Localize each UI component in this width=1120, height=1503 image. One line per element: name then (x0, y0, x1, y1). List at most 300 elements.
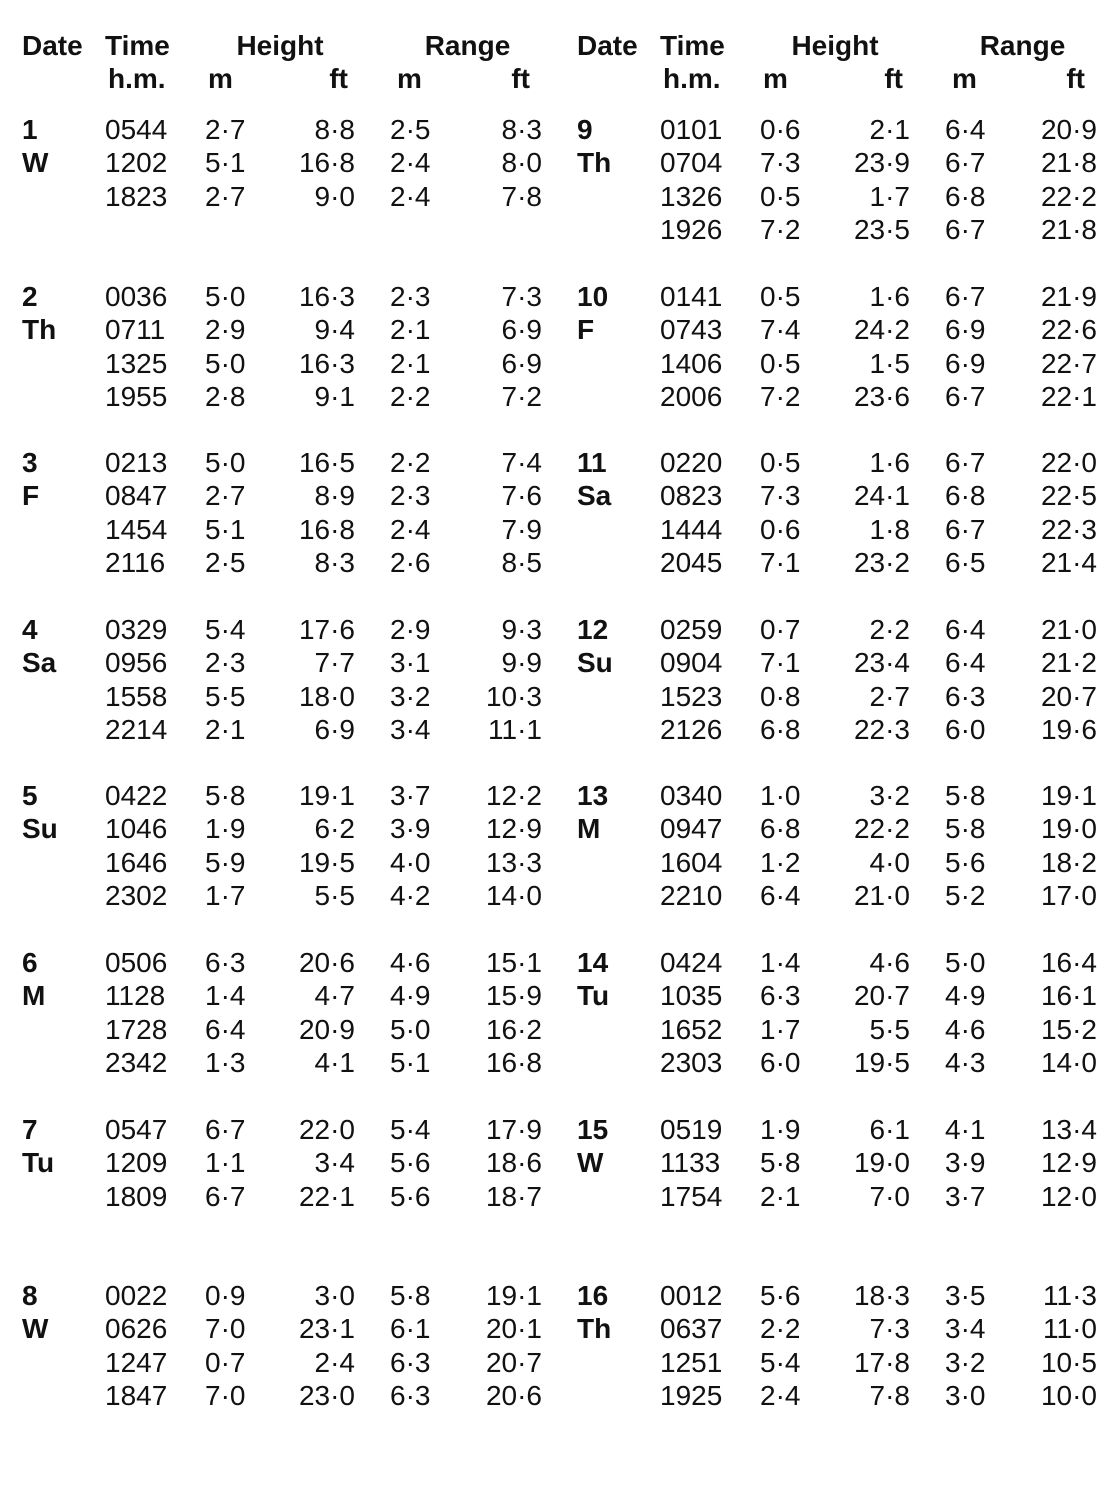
range-ft: 22·0 (1040, 447, 1097, 478)
height-ft: 23·5 (853, 213, 910, 245)
table-row (0, 879, 560, 912)
tide-time: 0956 (105, 647, 168, 679)
range-m: 3·4 (390, 713, 431, 745)
height-ft: 1·5 (869, 347, 910, 379)
range-m: 6·9 (945, 347, 986, 379)
range-m: 4·2 (390, 879, 431, 911)
table-row (555, 347, 1115, 380)
height-m: 6·4 (760, 879, 801, 911)
range-m: 6·3 (390, 1346, 431, 1378)
height-m: 5·0 (205, 347, 246, 379)
height-m: 2·4 (760, 1379, 801, 1411)
table-row (555, 446, 1115, 479)
table-row (0, 546, 560, 579)
height-ft: 2·1 (869, 114, 910, 145)
height-ft: 20·7 (853, 980, 910, 1012)
range-m: 3·2 (390, 680, 431, 712)
height-m: 7·2 (760, 380, 801, 412)
range-ft: 19·0 (1040, 813, 1097, 845)
height-ft: 7·3 (869, 1313, 910, 1345)
table-row (555, 680, 1115, 713)
height-m: 1·1 (205, 1147, 246, 1179)
tide-time: 2116 (105, 546, 166, 578)
range-ft: 15·9 (485, 980, 542, 1012)
range-m: 5·0 (945, 947, 986, 978)
table-row (555, 646, 1115, 679)
height-ft: 8·8 (314, 114, 355, 145)
height-m: 5·6 (760, 1280, 801, 1311)
range-m: 6·9 (945, 314, 986, 346)
table-row (555, 1013, 1115, 1046)
range-ft: 21·4 (1040, 546, 1097, 578)
table-row (0, 1146, 560, 1179)
table-row (555, 946, 1115, 979)
day-weekday: Sa (22, 647, 57, 678)
height-ft: 9·4 (314, 314, 355, 346)
tide-time: 0544 (105, 114, 168, 145)
range-ft: 12·9 (485, 813, 542, 845)
height-ft: 18·0 (298, 680, 355, 712)
height-m: 6·0 (760, 1046, 801, 1078)
header-height-ft: ft (884, 63, 903, 94)
range-m: 6·7 (945, 147, 986, 179)
range-ft: 17·9 (485, 1114, 542, 1145)
height-ft: 22·1 (298, 1180, 355, 1212)
table-row (555, 313, 1115, 346)
range-ft: 10·5 (1040, 1346, 1097, 1378)
height-m: 1·4 (205, 980, 246, 1012)
range-m: 6·1 (390, 1313, 431, 1345)
height-ft: 19·5 (298, 846, 355, 878)
table-row (555, 613, 1115, 646)
tide-time: 1646 (105, 846, 168, 878)
tide-time: 0340 (660, 780, 723, 811)
height-m: 5·0 (205, 447, 246, 478)
table-row (555, 180, 1115, 213)
range-ft: 14·0 (1040, 1046, 1097, 1078)
range-ft: 18·6 (485, 1147, 542, 1179)
day-number: 15 (577, 1114, 609, 1145)
table-row (0, 946, 560, 979)
tide-time: 2302 (105, 879, 168, 911)
tide-time: 0743 (660, 314, 723, 346)
range-m: 6·7 (945, 213, 986, 245)
height-ft: 7·7 (314, 647, 355, 679)
tide-time: 1754 (660, 1180, 723, 1212)
day-weekday: Su (577, 647, 613, 678)
header-date: Date (22, 30, 83, 61)
range-m: 6·0 (945, 713, 986, 745)
range-m: 6·7 (945, 513, 986, 545)
tide-time: 0141 (660, 281, 723, 312)
range-ft: 12·2 (485, 780, 542, 811)
tide-time: 2045 (660, 546, 723, 578)
range-m: 6·5 (945, 546, 986, 578)
height-m: 0·5 (760, 447, 801, 478)
range-m: 4·9 (945, 980, 986, 1012)
height-ft: 16·8 (298, 513, 355, 545)
table-row (0, 1312, 560, 1345)
height-m: 2·1 (760, 1180, 801, 1212)
height-ft: 3·0 (314, 1280, 355, 1311)
table-row (555, 713, 1115, 746)
height-m: 0·6 (760, 513, 801, 545)
table-row (0, 113, 560, 146)
tide-time: 1325 (105, 347, 168, 379)
tide-time: 1444 (660, 513, 723, 545)
header-height-m: m (763, 63, 788, 94)
day-number: 7 (22, 1114, 38, 1145)
tide-time: 0424 (660, 947, 723, 978)
height-ft: 5·5 (314, 879, 355, 911)
tide-time: 2126 (660, 713, 723, 745)
day-weekday: W (22, 1313, 49, 1344)
table-row (555, 546, 1115, 579)
day-number: 13 (577, 780, 609, 811)
range-m: 5·6 (390, 1147, 431, 1179)
table-row (0, 613, 560, 646)
height-m: 0·5 (760, 180, 801, 212)
table-row (0, 280, 560, 313)
range-m: 2·4 (390, 180, 431, 212)
range-m: 3·0 (945, 1379, 986, 1411)
day-weekday: W (22, 147, 49, 178)
range-ft: 22·7 (1040, 347, 1097, 379)
table-row (0, 646, 560, 679)
range-m: 4·6 (945, 1013, 986, 1045)
table-row (555, 380, 1115, 413)
day-number: 10 (577, 281, 609, 312)
height-ft: 23·1 (298, 1313, 355, 1345)
height-m: 2·2 (760, 1313, 801, 1345)
table-row (555, 879, 1115, 912)
range-ft: 20·9 (1040, 114, 1097, 145)
range-ft: 20·6 (485, 1379, 542, 1411)
day-number: 2 (22, 281, 38, 312)
tide-time: 1558 (105, 680, 168, 712)
range-m: 5·8 (390, 1280, 431, 1311)
height-ft: 23·2 (853, 546, 910, 578)
range-m: 6·4 (945, 614, 986, 645)
range-ft: 10·3 (485, 680, 542, 712)
height-m: 6·3 (760, 980, 801, 1012)
day-number: 14 (577, 947, 609, 978)
range-ft: 8·5 (501, 546, 542, 578)
table-row (0, 180, 560, 213)
tide-time: 1823 (105, 180, 168, 212)
range-ft: 18·7 (485, 1180, 542, 1212)
tide-time: 2303 (660, 1046, 723, 1078)
header-time-unit: h.m. (663, 63, 721, 94)
header-range-m: m (952, 63, 977, 94)
height-ft: 23·6 (853, 380, 910, 412)
height-ft: 16·3 (298, 347, 355, 379)
range-ft: 15·2 (1040, 1013, 1097, 1045)
height-ft: 7·8 (869, 1379, 910, 1411)
height-ft: 19·0 (853, 1147, 910, 1179)
height-m: 2·9 (205, 314, 246, 346)
range-m: 5·2 (945, 879, 986, 911)
height-m: 1·2 (760, 846, 801, 878)
tide-time: 2214 (105, 713, 168, 745)
day-number: 8 (22, 1280, 38, 1311)
day-number: 5 (22, 780, 38, 811)
range-m: 4·6 (390, 947, 431, 978)
height-ft: 21·0 (853, 879, 910, 911)
tide-time: 1326 (660, 180, 723, 212)
height-m: 2·7 (205, 114, 246, 145)
height-ft: 8·9 (314, 480, 355, 512)
tide-time: 1046 (105, 813, 168, 845)
height-ft: 17·6 (298, 614, 355, 645)
height-m: 6·3 (205, 947, 246, 978)
header-height: Height (791, 30, 879, 61)
tide-time: 1809 (105, 1180, 168, 1212)
tide-time: 0704 (660, 147, 723, 179)
table-row (555, 280, 1115, 313)
table-row (555, 979, 1115, 1012)
table-row (0, 1180, 560, 1213)
day-number: 12 (577, 614, 609, 645)
table-row (0, 1279, 560, 1312)
header-date: Date (577, 30, 638, 61)
tide-time: 1251 (660, 1346, 723, 1378)
range-ft: 22·1 (1040, 380, 1097, 412)
height-ft: 6·9 (314, 713, 355, 745)
height-m: 1·7 (760, 1013, 801, 1045)
range-ft: 6·9 (501, 314, 542, 346)
range-m: 2·2 (390, 380, 431, 412)
height-m: 6·8 (760, 713, 801, 745)
height-ft: 9·1 (314, 380, 355, 412)
range-ft: 7·9 (501, 513, 542, 545)
height-ft: 2·7 (869, 680, 910, 712)
tide-time: 2210 (660, 879, 723, 911)
range-m: 5·4 (390, 1114, 431, 1145)
range-ft: 10·0 (1040, 1379, 1097, 1411)
height-ft: 1·7 (869, 180, 910, 212)
table-row (0, 146, 560, 179)
range-m: 4·0 (390, 846, 431, 878)
range-m: 6·3 (945, 680, 986, 712)
tide-time: 1523 (660, 680, 723, 712)
day-number: 1 (22, 114, 38, 145)
height-ft: 23·4 (853, 647, 910, 679)
table-row (0, 313, 560, 346)
height-m: 1·7 (205, 879, 246, 911)
day-number: 4 (22, 614, 38, 645)
day-number: 6 (22, 947, 38, 978)
range-ft: 7·3 (501, 281, 542, 312)
height-m: 1·9 (760, 1114, 801, 1145)
range-ft: 13·3 (485, 846, 542, 878)
height-ft: 16·5 (298, 447, 355, 478)
range-ft: 18·2 (1040, 846, 1097, 878)
height-m: 0·9 (205, 1280, 246, 1311)
range-m: 2·1 (390, 314, 431, 346)
range-ft: 9·3 (501, 614, 542, 645)
height-ft: 1·8 (869, 513, 910, 545)
tide-time: 1925 (660, 1379, 723, 1411)
table-row (555, 513, 1115, 546)
height-ft: 6·2 (314, 813, 355, 845)
day-weekday: Th (577, 1313, 612, 1344)
table-row (555, 1146, 1115, 1179)
range-ft: 17·0 (1040, 879, 1097, 911)
range-ft: 11·1 (488, 713, 542, 745)
height-m: 5·8 (205, 780, 246, 811)
range-ft: 16·4 (1040, 947, 1097, 978)
table-row (0, 1013, 560, 1046)
height-ft: 19·5 (853, 1046, 910, 1078)
header-range-ft: ft (1066, 63, 1085, 94)
tide-time: 1209 (105, 1147, 168, 1179)
tide-time: 0022 (105, 1280, 168, 1311)
tide-time: 1247 (105, 1346, 168, 1378)
height-m: 7·4 (760, 314, 801, 346)
height-ft: 23·9 (853, 147, 910, 179)
height-m: 5·4 (760, 1346, 801, 1378)
table-row (555, 1180, 1115, 1213)
table-row (0, 380, 560, 413)
range-m: 6·8 (945, 480, 986, 512)
tide-time: 2006 (660, 380, 723, 412)
day-weekday: F (22, 480, 40, 511)
height-ft: 24·2 (853, 314, 910, 346)
height-m: 6·7 (205, 1114, 246, 1145)
height-m: 6·4 (205, 1013, 246, 1045)
height-ft: 8·3 (314, 546, 355, 578)
header-time: Time (105, 30, 170, 61)
tide-time: 0519 (660, 1114, 723, 1145)
tide-time: 1847 (105, 1379, 168, 1411)
table-row (555, 1346, 1115, 1379)
range-ft: 11·3 (1043, 1280, 1097, 1311)
range-m: 6·4 (945, 114, 986, 145)
table-row (0, 680, 560, 713)
range-m: 2·5 (390, 114, 431, 145)
height-m: 1·9 (205, 813, 246, 845)
range-ft: 22·6 (1040, 314, 1097, 346)
height-ft: 17·8 (853, 1346, 910, 1378)
day-weekday: Sa (577, 480, 612, 511)
day-number: 9 (577, 114, 593, 145)
range-m: 3·2 (945, 1346, 986, 1378)
height-ft: 3·2 (869, 780, 910, 811)
header-time-unit: h.m. (108, 63, 166, 94)
range-ft: 21·8 (1040, 147, 1097, 179)
tide-time: 0220 (660, 447, 723, 478)
range-m: 2·4 (390, 513, 431, 545)
range-ft: 7·6 (501, 480, 542, 512)
height-m: 7·1 (760, 647, 801, 679)
day-weekday: Th (577, 147, 612, 178)
height-m: 7·1 (760, 546, 801, 578)
height-ft: 22·0 (298, 1114, 355, 1145)
height-ft: 20·9 (298, 1013, 355, 1045)
table-row (0, 513, 560, 546)
range-ft: 21·0 (1040, 614, 1097, 645)
table-row (0, 713, 560, 746)
tide-time: 1728 (105, 1013, 168, 1045)
table-row (0, 1379, 560, 1412)
range-ft: 8·3 (501, 114, 542, 145)
range-ft: 21·2 (1040, 647, 1097, 679)
table-row (555, 1379, 1115, 1412)
height-ft: 9·0 (314, 180, 355, 212)
range-ft: 11·0 (1043, 1313, 1097, 1345)
height-ft: 22·3 (853, 713, 910, 745)
range-ft: 8·0 (501, 147, 542, 179)
height-ft: 6·1 (869, 1114, 910, 1145)
height-m: 7·3 (760, 480, 801, 512)
tide-time: 0101 (660, 114, 723, 145)
height-ft: 24·1 (853, 480, 910, 512)
tide-table-right (555, 0, 1115, 1503)
range-ft: 9·9 (501, 647, 542, 679)
table-row (0, 779, 560, 812)
height-m: 2·3 (205, 647, 246, 679)
range-m: 5·1 (390, 1046, 431, 1078)
height-m: 7·0 (205, 1379, 246, 1411)
range-ft: 16·8 (485, 1046, 542, 1078)
range-ft: 21·8 (1040, 213, 1097, 245)
tide-time: 1202 (105, 147, 168, 179)
tide-time: 1128 (105, 980, 166, 1012)
range-ft: 20·7 (485, 1346, 542, 1378)
day-weekday: F (577, 314, 595, 345)
height-ft: 3·4 (314, 1147, 355, 1179)
table-row (555, 146, 1115, 179)
table-row (555, 1113, 1115, 1146)
range-m: 6·7 (945, 447, 986, 478)
range-ft: 7·4 (501, 447, 542, 478)
tide-time: 1604 (660, 846, 723, 878)
tide-time: 1926 (660, 213, 723, 245)
height-ft: 4·0 (869, 846, 910, 878)
height-ft: 2·4 (314, 1346, 355, 1378)
range-m: 6·7 (945, 281, 986, 312)
height-ft: 2·2 (869, 614, 910, 645)
height-m: 6·7 (205, 1180, 246, 1212)
height-m: 0·7 (760, 614, 801, 645)
height-m: 0·6 (760, 114, 801, 145)
header-height-m: m (208, 63, 233, 94)
tide-time: 0329 (105, 614, 168, 645)
height-ft: 19·1 (298, 780, 355, 811)
height-ft: 16·3 (298, 281, 355, 312)
range-ft: 19·1 (1040, 780, 1097, 811)
range-ft: 20·1 (485, 1313, 542, 1345)
height-m: 5·1 (205, 147, 246, 179)
range-ft: 19·6 (1040, 713, 1097, 745)
table-row (0, 446, 560, 479)
tide-time: 1406 (660, 347, 723, 379)
tide-time: 0904 (660, 647, 723, 679)
range-ft: 15·1 (485, 947, 542, 978)
height-ft: 4·7 (314, 980, 355, 1012)
range-ft: 19·1 (485, 1280, 542, 1311)
table-row (0, 1346, 560, 1379)
height-m: 1·0 (760, 780, 801, 811)
range-m: 6·7 (945, 380, 986, 412)
header-range-m: m (397, 63, 422, 94)
range-m: 2·6 (390, 546, 431, 578)
height-m: 7·2 (760, 213, 801, 245)
height-ft: 4·6 (869, 947, 910, 978)
height-m: 6·8 (760, 813, 801, 845)
table-row (0, 812, 560, 845)
